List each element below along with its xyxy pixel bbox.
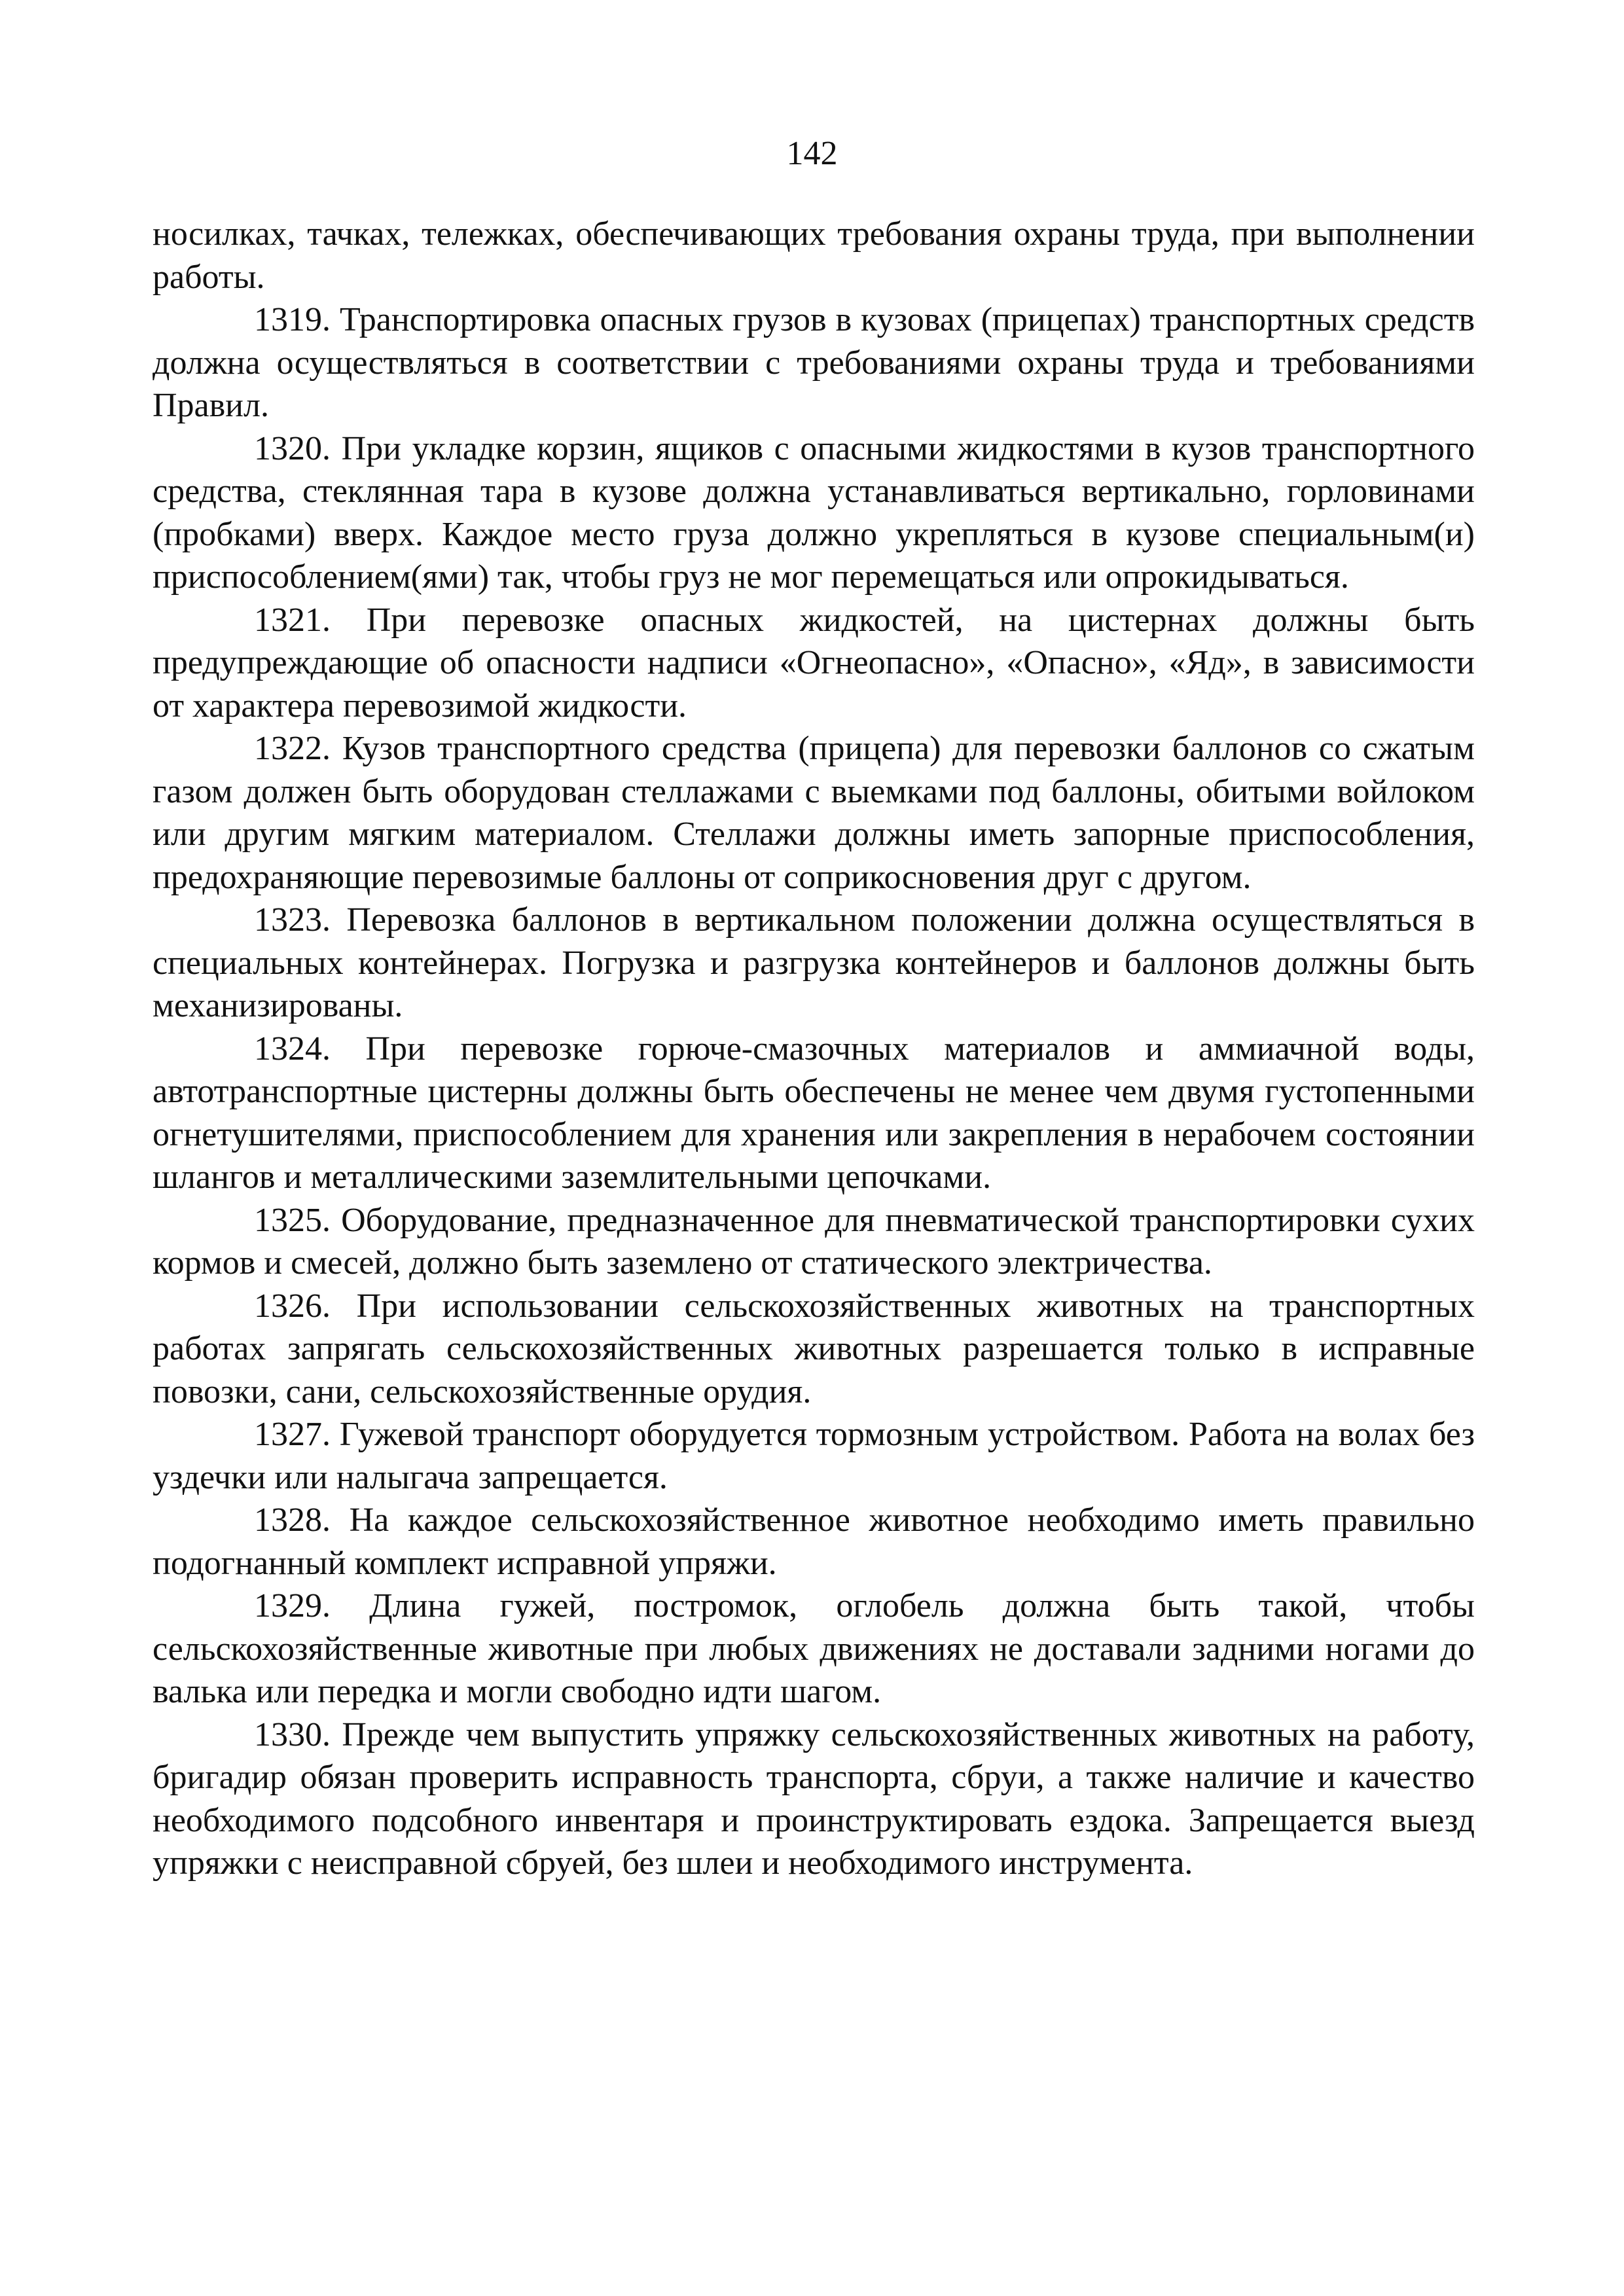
document-body xyxy=(153,213,1475,1885)
paragraph-1327: 1327. Гужевой транспорт оборудуется тормозным устройством. Работа на волах без уздечки или налыгача запрещается. xyxy=(153,1416,1475,1496)
paragraph-1321: 1321. При перевозке опасных жидкостей, на цистернах должны быть предупреждающие об опасности надписи «Огнеопасно», «Опасно», «Яд», в зависимости от характера перевозимой жидкости. xyxy=(153,601,1475,725)
paragraph-1328: 1328. На каждое сельскохозяйственное животное необходимо иметь правильно подогнанный комплект исправной упряжи. xyxy=(153,1501,1475,1582)
paragraph-continuation: носилках, тачках, тележках, обеспечивающих требования охраны труда, при выполнении работы. xyxy=(153,215,1475,296)
paragraph-1323: 1323. Перевозка баллонов в вертикальном положении должна осуществляться в специальных контейнерах. Погрузка и разгрузка контейнеров и баллонов должны быть механизированы. xyxy=(153,901,1475,1024)
paragraph-1322: 1322. Кузов транспортного средства (прицепа) для перевозки баллонов со сжатым газом должен быть оборудован стеллажами с выемками под баллоны, обитыми войлоком или другим мягким материалом. Стеллажи должны иметь запорные приспособления, предохраняющие перевозимые баллоны от соприкосновения друг с другом. xyxy=(153,730,1475,896)
paragraph-1320: 1320. При укладке корзин, ящиков с опасными жидкостями в кузов транспортного средства, стеклянная тара в кузове должна устанавливаться вертикально, горловинами (пробками) вверх. Каждое место груза должно укрепляться в кузове специальным(и) приспособлением(ями) так, чтобы груз не мог перемещаться или опрокидываться. xyxy=(153,429,1475,596)
paragraph-1329: 1329. Длина гужей, постромок, оглобель должна быть такой, чтобы сельскохозяйственные животные при любых движениях не доставали задними ногами до валька или передка и могли свободно идти шагом. xyxy=(153,1587,1475,1710)
page-number: 142 xyxy=(786,135,838,172)
paragraph-1325: 1325. Оборудование, предназначенное для пневматической транспортировки сухих кормов и смесей, должно быть заземлено от статического электричества. xyxy=(153,1201,1475,1282)
paragraph-1324: 1324. При перевозке горюче-смазочных материалов и аммиачной воды, автотранспортные цистерны должны быть обеспечены не менее чем двумя густопенными огнетушителями, приспособлением для хранения или закрепления в нерабочем состоянии шлангов и металлическими заземлительными цепочками. xyxy=(153,1030,1475,1196)
paragraph-1330: 1330. Прежде чем выпустить упряжку сельскохозяйственных животных на работу, бригадир обязан проверить исправность транспорта, сбруи, а также наличие и качество необходимого подсобного инвентаря и проинструктировать ездока. Запрещается выезд упряжки с неисправной сбруей, без шлеи и необходимого инструмента. xyxy=(153,1715,1475,1882)
paragraph-1326: 1326. При использовании сельскохозяйственных животных на транспортных работах запрягать сельскохозяйственных животных разрешается только в исправные повозки, сани, сельскохозяйственные орудия. xyxy=(153,1287,1475,1410)
paragraph-1319: 1319. Транспортировка опасных грузов в кузовах (прицепах) транспортных средств должна осуществляться в соответствии с требованиями охраны труда и требованиями Правил. xyxy=(153,301,1475,424)
